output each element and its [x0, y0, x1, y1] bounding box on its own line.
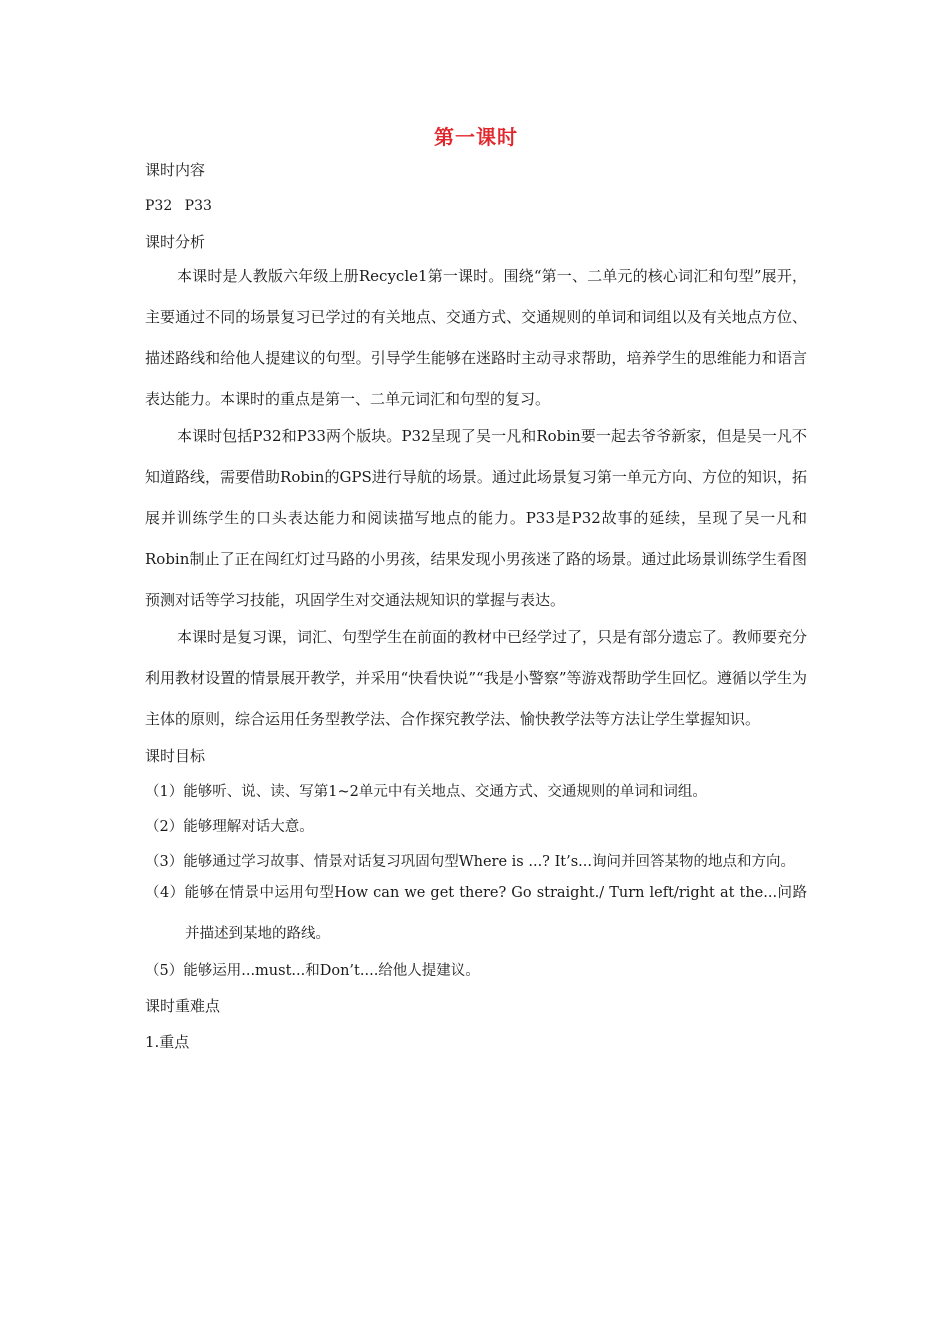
- key-point-1: 1.重点: [145, 1033, 190, 1051]
- page-title: 第一课时: [434, 125, 518, 149]
- goals-heading: 课时目标: [145, 747, 206, 765]
- content-heading: 课时内容: [145, 161, 206, 179]
- page-reference: P32 P33: [145, 198, 212, 214]
- analysis-paragraph-3: 本课时是复习课，词汇、句型学生在前面的教材中已经学过了，只是有部分遗忘了。教师要充分利用教材设置的情景展开教学，并采用“快看快说”“我是小警察”等游戏帮助学生回忆。遵循以学生为主体的原则，综合运用任务型教学法、合作探究教学法、愉快教学法等方法让学生掌握知识。: [145, 628, 808, 728]
- goal-item-1: （1）能够听、说、读、写第1~2单元中有关地点、交通方式、交通规则的单词和词组。: [145, 784, 707, 800]
- goal-item-3: （3）能够通过学习故事、情景对话复习巩固句型Where is ...? It’s...询问并回答某物的地点和方向。: [145, 854, 795, 870]
- analysis-paragraph-1: 本课时是人教版六年级上册Recycle1第一课时。围绕“第一、二单元的核心词汇和句型”展开，主要通过不同的场景复习已学过的有关地点、交通方式、交通规则的单词和词组以及有关地点方位、描述路线和给他人提建议的句型。引导学生能够在迷路时主动寻求帮助，培养学生的思维能力和语言表达能力。本课时的重点是第一、二单元词汇和句型的复习。: [145, 267, 807, 408]
- key-points-heading: 课时重难点: [145, 997, 221, 1015]
- goal-item-2: （2）能够理解对话大意。: [145, 819, 314, 835]
- goal-item-5: （5）能够运用...must...和Don’t....给他人提建议。: [145, 963, 480, 979]
- goal-item-4: （4）能够在情景中运用句型How can we get there? Go straight./ Turn left/right at the...问路并描述到某地的路线。: [145, 885, 807, 942]
- analysis-paragraph-2: 本课时包括P32和P33两个版块。P32呈现了吴一凡和Robin要一起去爷爷新家，但是吴一凡不知道路线，需要借助Robin的GPS进行导航的场景。通过此场景复习第一单元方向、方位的知识，拓展并训练学生的口头表达能力和阅读描写地点的能力。P33是P32故事的延续，呈现了吴一凡和Robin制止了正在闯红灯过马路的小男孩，结果发现小男孩迷了路的场景。通过此场景训练学生看图预测对话等学习技能，巩固学生对交通法规知识的掌握与表达。: [145, 427, 807, 609]
- analysis-heading: 课时分析: [145, 233, 206, 251]
